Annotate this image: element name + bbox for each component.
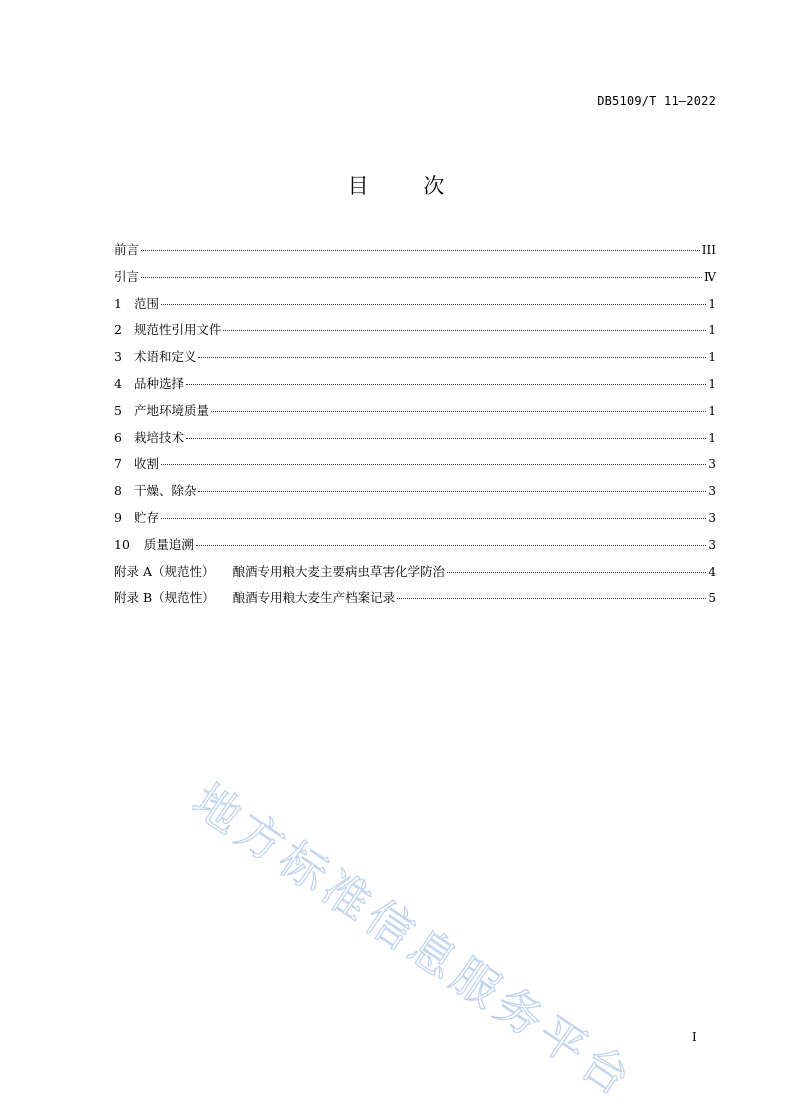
page-title — [0, 170, 792, 200]
toc-entry-page: 3 — [708, 457, 716, 472]
toc-entry-label: 规范性引用文件 — [133, 322, 222, 338]
toc-entry-number: 5 — [114, 402, 122, 418]
toc-dot-leader — [186, 384, 706, 385]
toc-entry[interactable] — [114, 481, 716, 508]
title-char-1: 目 — [347, 174, 369, 198]
toc-entry-label: 收割 — [133, 456, 159, 472]
toc-entry-page: 1 — [708, 403, 716, 418]
toc-entry-label: 引言 — [114, 268, 140, 284]
toc-entry-number: 8 — [114, 483, 122, 499]
toc-entry-label: 质量追溯 — [143, 536, 194, 552]
toc-entry[interactable] — [114, 508, 716, 535]
toc-entry-label: 栽培技术 — [133, 429, 184, 445]
toc-dot-leader — [211, 411, 706, 412]
toc-entry[interactable] — [114, 374, 716, 401]
toc-entry-page: 5 — [708, 591, 716, 606]
document-code: DB5109/T 11—2022 — [597, 94, 716, 108]
toc-entry-page: 3 — [708, 484, 716, 499]
toc-entry[interactable] — [114, 240, 716, 267]
toc-dot-leader — [186, 438, 706, 439]
toc-dot-leader — [161, 464, 706, 465]
toc-entry-label: 干燥、除杂 — [133, 483, 197, 499]
toc-entry[interactable] — [114, 267, 716, 294]
page-number: I — [692, 1030, 697, 1044]
toc-entry-page: 1 — [708, 323, 716, 338]
toc-entry-number: 3 — [114, 349, 122, 365]
toc-entry-number: 9 — [114, 509, 122, 525]
toc-entry[interactable] — [114, 401, 716, 428]
toc-entry-label: 贮存 — [133, 509, 159, 525]
toc-dot-leader — [141, 250, 700, 251]
toc-entry-number: 4 — [114, 375, 122, 391]
toc-dot-leader — [161, 304, 706, 305]
toc-dot-leader — [161, 518, 706, 519]
toc-dot-leader — [196, 545, 706, 546]
toc-dot-leader — [223, 330, 706, 331]
toc-entry-page: 1 — [708, 350, 716, 365]
toc-entry-label: 品种选择 — [133, 375, 184, 391]
toc-entry-label: 酿酒专用粮大麦主要病虫草害化学防治 — [232, 563, 446, 579]
toc-entry-number: 7 — [114, 456, 122, 472]
toc-entry[interactable] — [114, 347, 716, 374]
toc-entry-page: 1 — [708, 376, 716, 391]
toc-dot-leader — [447, 572, 706, 573]
toc-entry-page: Ⅳ — [704, 269, 716, 284]
toc-entry-page: 4 — [708, 564, 716, 579]
toc-entry-label: 酿酒专用粮大麦生产档案记录 — [232, 590, 396, 606]
toc-entry[interactable] — [114, 294, 716, 321]
toc-entry-page: 1 — [708, 430, 716, 445]
toc-entry-number: 2 — [114, 322, 122, 338]
toc-entry-page: 1 — [708, 296, 716, 311]
toc-entry-label: 术语和定义 — [133, 349, 197, 365]
watermark: 地方标准信息服务平台 — [183, 773, 645, 1109]
toc-entry[interactable] — [114, 320, 716, 347]
toc-entry-number: 1 — [114, 295, 122, 311]
title-char-2: 次 — [423, 174, 445, 198]
table-of-contents — [114, 240, 716, 615]
toc-entry[interactable] — [114, 428, 716, 455]
toc-entry-appendix-tag: 附录 A（规范性） — [114, 563, 215, 579]
toc-entry-number: 6 — [114, 429, 122, 445]
toc-entry-appendix-tag: 附录 B（规范性） — [114, 590, 215, 606]
toc-entry[interactable] — [114, 588, 716, 615]
toc-entry[interactable] — [114, 535, 716, 562]
toc-entry[interactable] — [114, 454, 716, 481]
toc-entry-page: III — [701, 243, 716, 257]
toc-dot-leader — [397, 598, 706, 599]
toc-entry-label: 产地环境质量 — [133, 402, 209, 418]
toc-entry-label: 范围 — [133, 295, 159, 311]
toc-entry-number: 10 — [114, 536, 130, 552]
toc-entry-page: 3 — [708, 537, 716, 552]
toc-dot-leader — [198, 357, 706, 358]
toc-entry-page: 3 — [708, 510, 716, 525]
toc-dot-leader — [141, 277, 702, 278]
toc-entry-label: 前言 — [114, 242, 140, 257]
toc-entry[interactable] — [114, 562, 716, 589]
toc-dot-leader — [198, 491, 706, 492]
